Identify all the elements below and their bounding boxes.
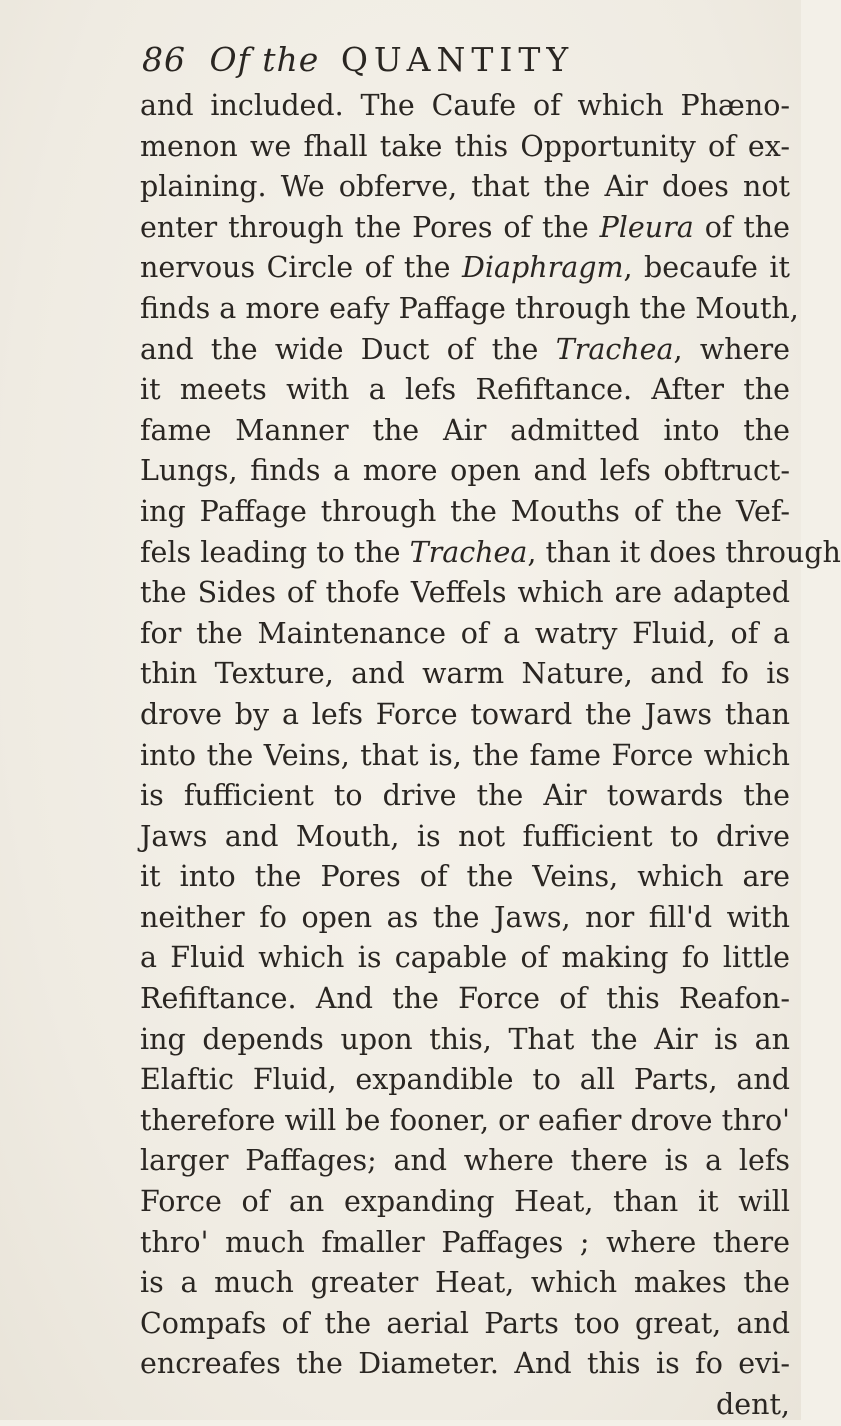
text-line [140,208,790,249]
text-line: neither fo open as the Jaws, nor fill'd with [140,900,790,934]
text-line: fame Manner the Air admitted into the [140,413,790,447]
text-line: drove by a lefs Force toward the Jaws than [140,697,790,731]
italic-term: Trachea [409,535,528,569]
catchword: dent, [716,1388,790,1421]
text-span: , where [673,332,790,366]
text-line: thin Texture, and warm Nature, and fo is [140,657,790,691]
text-line: is a much greater Heat, which makes the [140,1266,790,1300]
text-line: and included. The Caufe of which Phæno- [140,89,790,122]
text-line [140,248,790,289]
text-line: plaining. We obferve, that the Air does not [140,170,790,204]
body-text [140,86,841,1426]
text-line: Force of an expanding Heat, than it will [140,1185,790,1219]
text-line: into the Veins, that is, the fame Force which [140,738,790,772]
italic-term: Diaphragm [462,251,624,285]
text-line: Lungs, finds a more open and lefs obftruct- [140,454,790,488]
running-header [142,40,742,90]
text-line: for the Maintenance of a watry Fluid, of a [140,616,790,650]
text-line: menon we fhall take this Opportunity of ex- [140,129,790,163]
text-line: a Fluid which is capable of making fo little [140,941,790,975]
text-line: Elaftic Fluid, expandible to all Parts, and [140,1063,790,1097]
header-title: QUANTITY [340,40,575,79]
text-line: thro' much fmaller Paffages ; where there [140,1225,790,1259]
text-line: ing Paffage through the Mouths of the Vef- [140,494,790,528]
text-span: , than it does through [527,535,841,569]
text-line: it meets with a lefs Refiftance. After the [140,373,790,407]
text-line: encreafes the Diameter. And this is fo evi- [140,1347,790,1381]
text-line: it into the Pores of the Veins, which are [140,860,790,894]
text-span: enter through the Pores of the [140,210,600,244]
text-span: nervous Circle of the [140,251,463,285]
text-line: larger Paffages; and where there is a lefs [140,1144,790,1178]
text-span: and the wide Duct of the [140,332,556,366]
text-line: is fufficient to drive the Air towards the [140,779,790,813]
text-line: ing depends upon this, That the Air is an [140,1022,790,1056]
italic-term: Trachea [555,332,674,366]
text-line [140,533,841,574]
text-span: of the [693,210,790,244]
text-span: fels leading to the [140,535,410,569]
page-number: 86 [142,40,186,79]
text-line: the Sides of thofe Veffels which are adapted [140,576,790,610]
text-line: Refiftance. And the Force of this Reafon- [140,982,790,1016]
header-prefix: Of the [209,40,320,79]
text-line: Jaws and Mouth, is not fufficient to drive [140,819,790,853]
text-line: Compafs of the aerial Parts too great, and [140,1306,790,1340]
text-line: finds a more eafy Paffage through the Mouth, [140,291,799,325]
text-line [140,330,790,371]
text-line: therefore will be fooner, or eafier drove thro' [140,1103,790,1137]
italic-term: Pleura [599,210,694,244]
text-span: , becaufe it [623,251,790,285]
